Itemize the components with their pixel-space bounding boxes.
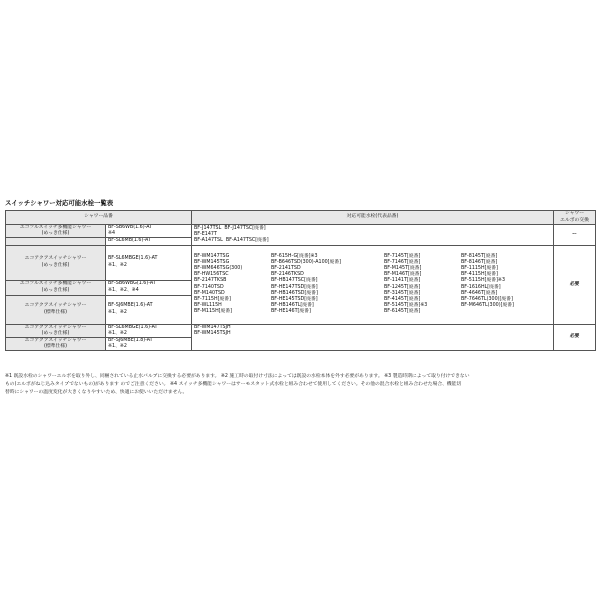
faucet-col-2: BF-615H-G[廃番]※3 BF-B646TSD(300)-A100[廃番] BF-2141TSD BF-2146TKSD BF-HB147TSC[廃番] BF-HE147TSD[廃番] BF-HB146TSD[廃番] BF-HE145TSD[廃番] BF-HB146TL[廃番] BF-HE146T[廃番] xyxy=(271,253,342,315)
compat-table xyxy=(5,210,596,351)
header-shower: シャワー品番 xyxy=(6,211,192,225)
shower-name: エコアクアスイッチシャワー (めっき仕様) xyxy=(6,245,106,280)
shower-model: BF-SL6MB(1.6)-AT xyxy=(106,238,192,245)
faucet-col-1: BF-WM147TSG BF-WM145TSG BF-WM646TSG(300) BF-HW156TSC BF-2147TKSB BF-7140TSD BF-M140TSD BF-7115H[廃番] BF-WL115H BF-M115H[廃番] xyxy=(194,253,243,315)
shower-model: BF-SL6MBGE(1.6)-AT ※1、※2 xyxy=(106,324,192,337)
elbow-dash: ー xyxy=(554,225,596,246)
shower-name: エコアクアスイッチシャワー (標準仕様) xyxy=(6,338,106,351)
footnote-line: 替時にシャワーの温度変化が大きくなりやすいため、快適にお使いいただけません。 xyxy=(5,390,188,395)
shower-model: BF-SB6WB(1.6)-AT ※4 xyxy=(106,225,192,238)
header-elbow: シャワー エルボの交換 xyxy=(554,211,596,225)
footnotes xyxy=(5,373,595,397)
header-row xyxy=(6,211,596,225)
shower-model: BF-SB6WBG(1.6)-AT ※1、※2、※4 xyxy=(106,280,192,295)
table-row xyxy=(6,245,596,280)
footnote-line: ※1 既設水栓のシャワーエルボを取り外し、同梱されている止水バルブに交換する必要があります。 ※2 施工時の取付け寸法によっては既設の水栓本体を外す必要があります。 ※3 製造時期によって取り付けできない xyxy=(5,374,470,379)
shower-model: BF-SJ6MBE(1.8)-AT ※1、※2 xyxy=(106,338,192,351)
shower-name: エコアクアスイッチシャワー (標準仕様) xyxy=(6,295,106,324)
elbow-required: 必要 xyxy=(554,245,596,324)
shower-name: エコフルスイッチ多機能シャワー (めっき仕様) xyxy=(6,280,106,295)
faucet-list-top: BF-J147TSL BF-J147TSC[廃番] BF-E147T BF-A147TSL BF-A147TSC[廃番] xyxy=(192,225,554,246)
faucet-list-bottom: BF-WM147TSJH BF-WM145TSJH xyxy=(192,324,554,351)
faucet-col-3: BF-7145T[廃番] BF-7146T[廃番] BF-M145T[廃番] BF-M146T[廃番] BF-1141T[廃番] BF-1245T[廃番] BF-3145T[廃番] BF-4145T[廃番] BF-5145T[廃番]※3 BF-6145T[廃番] xyxy=(384,253,428,315)
table-row xyxy=(6,324,596,337)
shower-name: エコアクアスイッチシャワー (めっき仕様) xyxy=(6,324,106,337)
header-faucet: 対応可能水栓(代表品番) xyxy=(192,211,554,225)
faucet-col-4: BF-8145T[廃番] BF-8146T[廃番] BF-1115H[廃番] BF-4115H[廃番] BF-5115H[廃番]※3 BF-1616HL[廃番] BF-4646T[廃番] BF-7646TL(300)[廃番] BF-M646TL(300)[廃番] xyxy=(461,253,514,309)
faucet-list-mid xyxy=(192,245,554,324)
shower-name: エコフルスイッチ多機能シャワー (めっき仕様) xyxy=(6,225,106,238)
page-title: スイッチシャワー対応可能水栓一覧表 xyxy=(5,199,114,207)
footnote-line: もの(エルボがねじ込みタイプでないもの)があります のでご注意ください。 ※4 スイッチ多機能シャワーはサーモスタット式水栓と組み合わせて使用してください。その他の混合水栓と組み合わせた場合、機能切 xyxy=(5,382,462,387)
shower-name-empty xyxy=(6,238,106,245)
shower-model: BF-SL6MBGE(1.6)-AT ※1、※2 xyxy=(106,245,192,280)
shower-model: BF-SJ6MBE(1.6)-AT ※1、※2 xyxy=(106,295,192,324)
table-row xyxy=(6,225,596,238)
elbow-required: 必要 xyxy=(554,324,596,351)
